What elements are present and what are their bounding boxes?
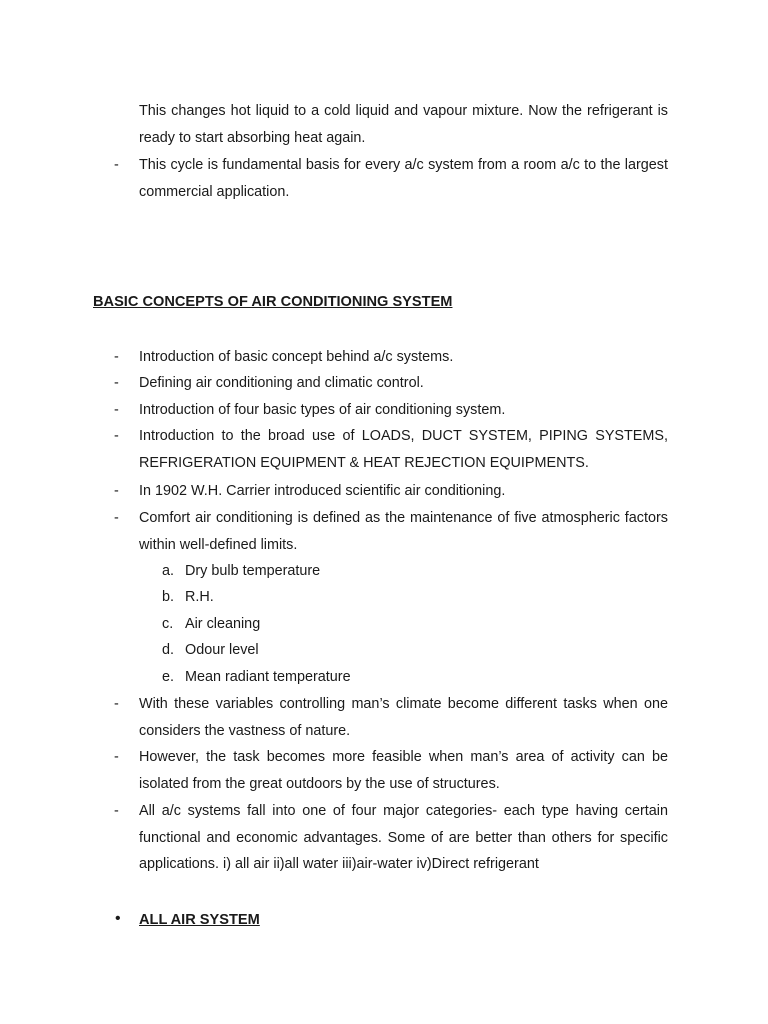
- subsection-heading: ALL AIR SYSTEM: [139, 912, 260, 928]
- list-dash: -: [114, 402, 119, 418]
- list-dash: -: [114, 375, 119, 391]
- list-dash: -: [114, 157, 119, 173]
- sublist-label: d.: [162, 642, 175, 658]
- sublist-item: Dry bulb temperature: [185, 563, 321, 579]
- list-item: All a/c systems fall into one of four major categories- each type having certain functional and economic advantages. Some of are better than others for specific applications. i) all air ii)all water iii)air-water iv)Direct refrigerant: [139, 803, 668, 872]
- sublist-label: e.: [162, 669, 175, 685]
- continuation-paragraph: This changes hot liquid to a cold liquid and vapour mixture. Now the refrigerant is ready to start absorbing heat again.: [139, 103, 668, 146]
- sublist-label: a.: [162, 563, 175, 579]
- list-dash: -: [114, 483, 119, 499]
- list-dash: -: [114, 349, 119, 365]
- list-dash: -: [114, 428, 119, 444]
- list-dash: -: [114, 749, 119, 765]
- list-item: Comfort air conditioning is defined as the maintenance of five atmospheric factors within well-defined limits.: [139, 510, 668, 553]
- list-item: With these variables controlling man’s climate become different tasks when one considers the vastness of nature.: [139, 696, 668, 739]
- list-item: This cycle is fundamental basis for every a/c system from a room a/c to the largest commercial application.: [139, 157, 668, 200]
- list-item: In 1902 W.H. Carrier introduced scientific air conditioning.: [139, 483, 506, 499]
- list-item: Introduction to the broad use of LOADS, DUCT SYSTEM, PIPING SYSTEMS, REFRIGERATION EQUIPMENT & HEAT REJECTION EQUIPMENTS.: [139, 428, 668, 471]
- list-dash: -: [114, 803, 119, 819]
- sublist-item: Mean radiant temperature: [185, 669, 351, 685]
- list-dash: -: [114, 510, 119, 526]
- list-item: Introduction of four basic types of air conditioning system.: [139, 402, 506, 418]
- sublist-item: Odour level: [185, 642, 259, 658]
- list-item: Defining air conditioning and climatic control.: [139, 375, 424, 391]
- list-dash: -: [114, 696, 119, 712]
- sublist-label: c.: [162, 616, 174, 632]
- list-item: Introduction of basic concept behind a/c systems.: [139, 349, 454, 365]
- bullet-icon: •: [115, 910, 121, 927]
- sublist-item: R.H.: [185, 589, 214, 605]
- list-item: However, the task becomes more feasible when man’s area of activity can be isolated from the great outdoors by the use of structures.: [139, 749, 668, 792]
- sublist-label: b.: [162, 589, 175, 605]
- sublist-item: Air cleaning: [185, 616, 261, 632]
- section-heading: BASIC CONCEPTS OF AIR CONDITIONING SYSTEM: [93, 294, 453, 310]
